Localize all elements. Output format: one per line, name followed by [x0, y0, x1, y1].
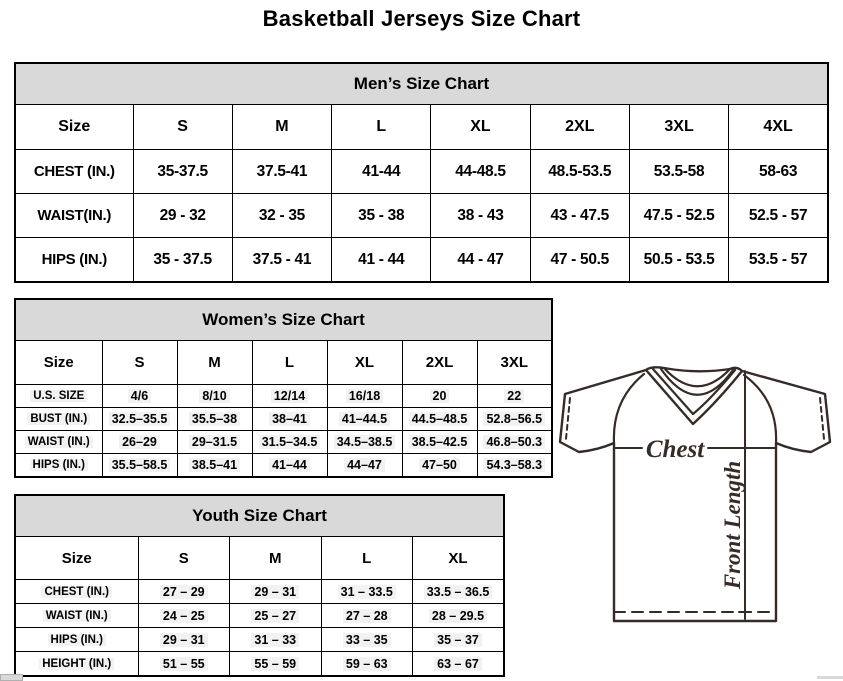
size-cell: 58-63 [729, 150, 828, 194]
table-row [15, 628, 504, 652]
column-header: M [232, 105, 331, 150]
column-header: 4XL [729, 105, 828, 150]
size-cell: 32.5–35.5 [102, 408, 177, 431]
size-cell: 63 – 67 [413, 652, 505, 677]
size-cell: 44–47 [327, 454, 402, 478]
size-cell: 31 – 33 [230, 628, 322, 652]
table-row [15, 652, 504, 677]
size-cell: 26–29 [102, 431, 177, 454]
table-row [15, 580, 504, 604]
size-cell: 41–44.5 [327, 408, 402, 431]
size-cell: 52.5 - 57 [729, 194, 828, 238]
size-cell: 35 - 37.5 [133, 238, 232, 283]
chest-label: Chest [645, 436, 705, 463]
size-cell: 20 [402, 385, 477, 408]
size-cell: 31.5–34.5 [252, 431, 327, 454]
size-cell: 24 – 25 [138, 604, 230, 628]
size-cell: 35 – 37 [413, 628, 505, 652]
womens-size-table [14, 298, 553, 478]
page-title: Basketball Jerseys Size Chart [262, 6, 581, 31]
size-cell: 38.5–42.5 [402, 431, 477, 454]
mens-size-table [14, 62, 829, 283]
row-label: HIPS (IN.) [15, 454, 102, 478]
size-cell: 34.5–38.5 [327, 431, 402, 454]
table-title: Men’s Size Chart [15, 63, 828, 105]
jersey-outline [560, 367, 830, 621]
table-row [15, 238, 828, 283]
row-label: WAIST (IN.) [15, 604, 138, 628]
size-cell: 31 – 33.5 [321, 580, 413, 604]
size-cell: 43 - 47.5 [530, 194, 629, 238]
table-row [15, 604, 504, 628]
row-label: U.S. SIZE [15, 385, 102, 408]
size-cell: 38.5–41 [177, 454, 252, 478]
table-title: Women’s Size Chart [15, 299, 552, 341]
row-label: HEIGHT (IN.) [15, 652, 138, 677]
column-header: Size [15, 341, 102, 385]
column-header: 3XL [629, 105, 728, 150]
column-header: M [230, 537, 322, 580]
column-header: L [252, 341, 327, 385]
size-cell: 33.5 – 36.5 [413, 580, 505, 604]
size-cell: 28 – 29.5 [413, 604, 505, 628]
size-cell: 48.5-53.5 [530, 150, 629, 194]
size-cell: 12/14 [252, 385, 327, 408]
column-header: L [332, 105, 431, 150]
column-header: XL [413, 537, 505, 580]
size-cell: 41-44 [332, 150, 431, 194]
size-cell: 35-37.5 [133, 150, 232, 194]
column-header: M [177, 341, 252, 385]
size-cell: 37.5-41 [232, 150, 331, 194]
size-cell: 29 – 31 [138, 628, 230, 652]
column-header: 2XL [530, 105, 629, 150]
table-row [15, 150, 828, 194]
column-header: S [138, 537, 230, 580]
row-label: CHEST (IN.) [15, 580, 138, 604]
size-cell: 44.5–48.5 [402, 408, 477, 431]
column-header: 3XL [477, 341, 552, 385]
size-cell: 8/10 [177, 385, 252, 408]
size-cell: 50.5 - 53.5 [629, 238, 728, 283]
size-cell: 4/6 [102, 385, 177, 408]
size-cell: 29–31.5 [177, 431, 252, 454]
size-cell: 22 [477, 385, 552, 408]
table-row [15, 194, 828, 238]
column-header: Size [15, 105, 133, 150]
size-cell: 53.5 - 57 [729, 238, 828, 283]
size-cell: 33 – 35 [321, 628, 413, 652]
size-cell: 41–44 [252, 454, 327, 478]
size-cell: 29 – 31 [230, 580, 322, 604]
size-cell: 38 - 43 [431, 194, 530, 238]
row-label: BUST (IN.) [15, 408, 102, 431]
column-header: S [102, 341, 177, 385]
size-cell: 52.8–56.5 [477, 408, 552, 431]
size-cell: 27 – 28 [321, 604, 413, 628]
size-cell: 25 – 27 [230, 604, 322, 628]
column-header: Size [15, 537, 138, 580]
table-row [15, 408, 552, 431]
size-cell: 46.8–50.3 [477, 431, 552, 454]
size-cell: 38–41 [252, 408, 327, 431]
size-cell: 29 - 32 [133, 194, 232, 238]
row-label: CHEST (IN.) [15, 150, 133, 194]
size-cell: 41 - 44 [332, 238, 431, 283]
size-cell: 47.5 - 52.5 [629, 194, 728, 238]
size-cell: 53.5-58 [629, 150, 728, 194]
table-row [15, 454, 552, 478]
youth-size-table [14, 494, 505, 677]
jersey-measurement-diagram [556, 352, 842, 630]
table-title: Youth Size Chart [15, 495, 504, 537]
size-cell: 35 - 38 [332, 194, 431, 238]
size-cell: 55 – 59 [230, 652, 322, 677]
column-header: L [321, 537, 413, 580]
size-cell: 44 - 47 [431, 238, 530, 283]
row-label: HIPS (IN.) [15, 238, 133, 283]
size-cell: 37.5 - 41 [232, 238, 331, 283]
size-cell: 59 – 63 [321, 652, 413, 677]
size-cell: 35.5–58.5 [102, 454, 177, 478]
size-cell: 32 - 35 [232, 194, 331, 238]
column-header: XL [431, 105, 530, 150]
column-header: 2XL [402, 341, 477, 385]
size-cell: 35.5–38 [177, 408, 252, 431]
size-cell: 47–50 [402, 454, 477, 478]
size-cell: 54.3–58.3 [477, 454, 552, 478]
row-label: WAIST(IN.) [15, 194, 133, 238]
row-label: WAIST (IN.) [15, 431, 102, 454]
size-cell: 27 – 29 [138, 580, 230, 604]
column-header: S [133, 105, 232, 150]
table-row [15, 431, 552, 454]
front-length-label: Front Length [720, 460, 745, 590]
cropped-artifact-left [0, 674, 23, 681]
row-label: HIPS (IN.) [15, 628, 138, 652]
size-cell: 16/18 [327, 385, 402, 408]
size-cell: 44-48.5 [431, 150, 530, 194]
size-cell: 47 - 50.5 [530, 238, 629, 283]
table-row [15, 385, 552, 408]
size-cell: 51 – 55 [138, 652, 230, 677]
column-header: XL [327, 341, 402, 385]
